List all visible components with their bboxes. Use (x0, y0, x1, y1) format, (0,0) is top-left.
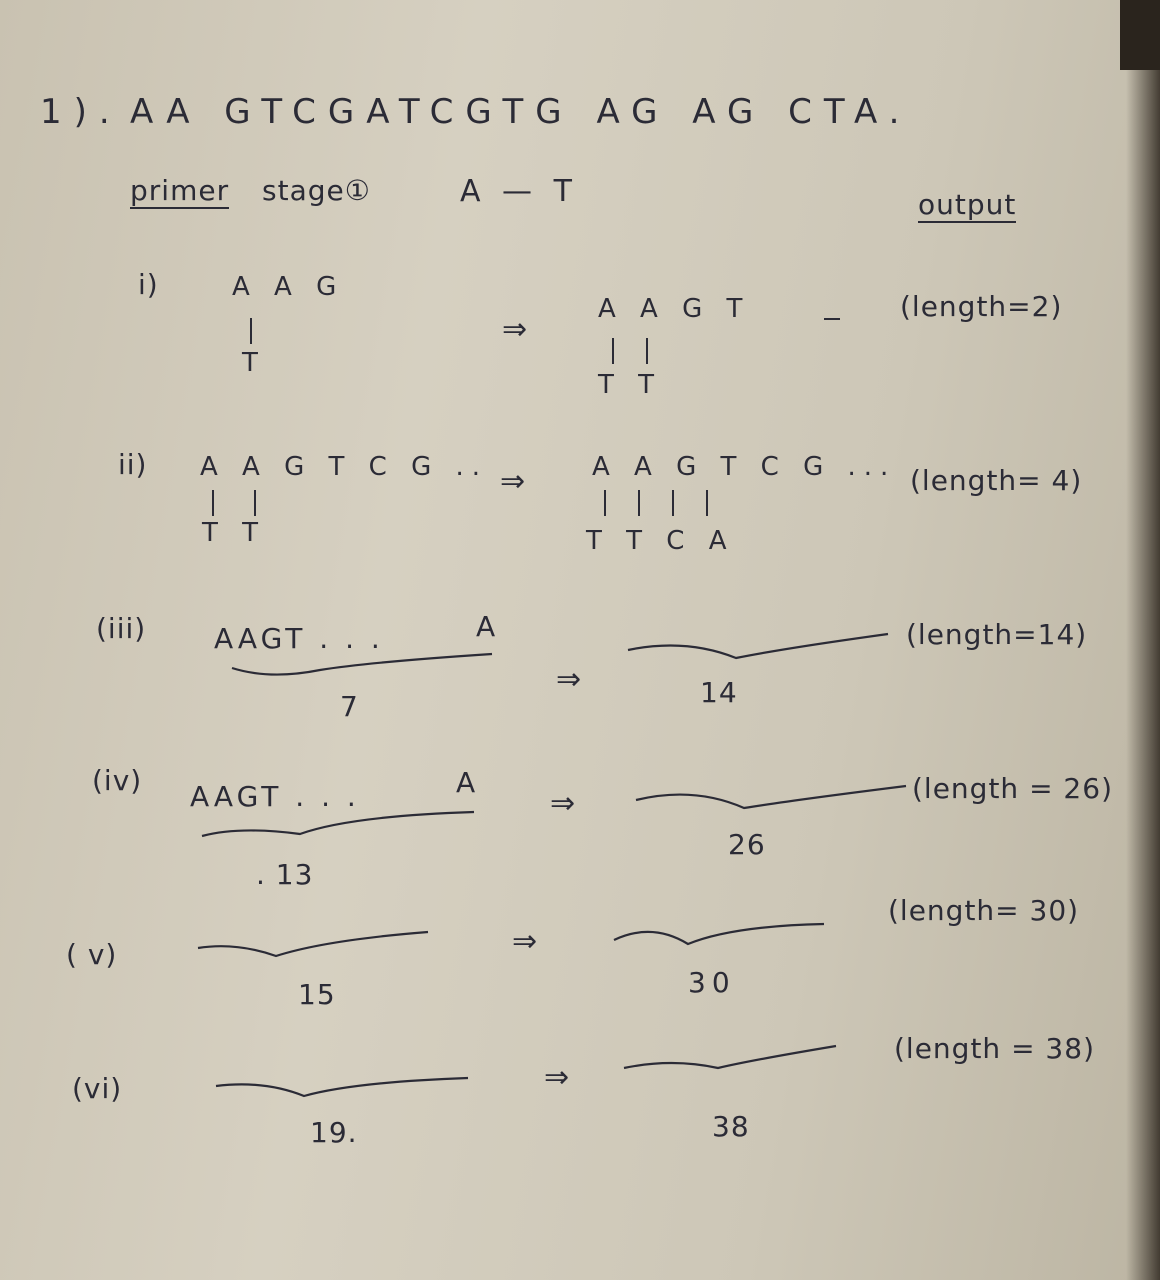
output-brace (622, 1038, 842, 1078)
input-brace (214, 1070, 474, 1110)
step-input-strand: A A G T C G .. (200, 452, 489, 482)
step-input-count: . 13 (256, 858, 314, 891)
problem-number: 1). (40, 92, 122, 132)
dash-mark (824, 318, 840, 320)
step-output-count: 30 (688, 966, 736, 999)
primer-label: primer (130, 174, 230, 207)
step-output-primer: T T (598, 370, 663, 400)
step-label: (iii) (96, 612, 147, 645)
step-label: ( v) (66, 938, 118, 971)
base-bond (254, 490, 256, 516)
page-corner-shadow (1120, 0, 1160, 70)
page-edge-shadow (1126, 0, 1160, 1280)
step-label: ii) (118, 448, 148, 481)
base-bond (706, 490, 708, 516)
step-label: i) (138, 268, 159, 301)
output-brace (626, 628, 896, 668)
step-output-count: 26 (728, 828, 766, 861)
output-brace (612, 918, 832, 958)
output-brace (634, 780, 914, 820)
base-bond (646, 338, 648, 364)
arrow-icon: ⇒ (500, 464, 526, 499)
base-bond (612, 338, 614, 364)
step-input-strand: AAGT . . . (214, 622, 384, 655)
step-input-primer: T (242, 348, 266, 378)
base-pair-rule: A — T (460, 174, 578, 209)
arrow-icon: ⇒ (550, 786, 576, 821)
output-label: output (918, 188, 1017, 221)
base-bond (212, 490, 214, 516)
step-input-count: 19. (310, 1116, 358, 1149)
step-input-strand: A A G (232, 272, 345, 302)
step-output-strand: A A G T (598, 294, 751, 324)
step-output-count: 14 (700, 676, 738, 709)
step-label: (iv) (92, 764, 143, 797)
step-length: (length = 26) (912, 772, 1113, 805)
step-length: (length=14) (906, 618, 1088, 651)
step-length: (length = 38) (894, 1032, 1095, 1065)
step-length: (length= 4) (910, 464, 1083, 497)
step-output-count: 38 (712, 1110, 750, 1143)
base-bond (638, 490, 640, 516)
step-length: (length= 30) (888, 894, 1080, 927)
arrow-icon: ⇒ (512, 924, 538, 959)
step-input-primer: T T (202, 518, 267, 548)
step-input-end-base: A (456, 766, 477, 799)
step-input-count: 7 (340, 690, 359, 723)
step-length: (length=2) (900, 290, 1063, 323)
dna-sequence: AA GTCGATCGTG AG AG CTA. (130, 92, 912, 132)
step-output-strand: A A G T C G ... (592, 452, 897, 482)
base-bond (604, 490, 606, 516)
input-brace (200, 806, 480, 846)
step-input-strand: AAGT . . . (190, 780, 360, 813)
stage-label: stage① (262, 174, 371, 207)
step-output-primer: T T C A (586, 526, 735, 556)
arrow-icon: ⇒ (556, 662, 582, 697)
arrow-icon: ⇒ (544, 1060, 570, 1095)
step-label: (vi) (72, 1072, 123, 1105)
step-input-end-base: A (476, 610, 497, 643)
base-bond (250, 318, 252, 344)
step-input-count: 15 (298, 978, 336, 1011)
input-brace (196, 926, 436, 966)
base-bond (672, 490, 674, 516)
input-brace (230, 650, 500, 690)
arrow-icon: ⇒ (502, 312, 528, 347)
